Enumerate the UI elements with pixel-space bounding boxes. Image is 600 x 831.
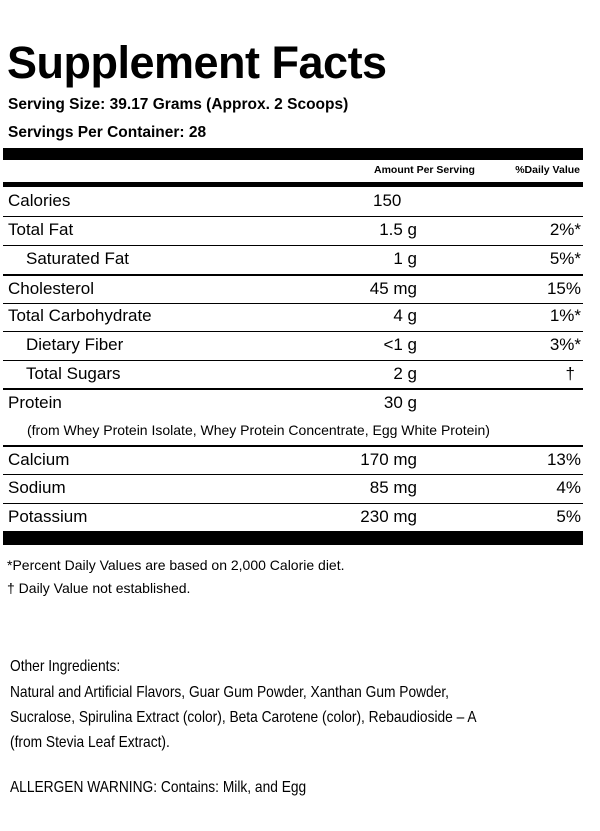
nutrient-row-total-carbohydrate (3, 302, 583, 331)
nutrient-row-sodium (3, 474, 583, 503)
nutrient-amount: 2 g (393, 364, 417, 383)
nutrient-name: Potassium (8, 507, 88, 526)
protein-source-note: (from Whey Protein Isolate, Whey Protein Concentrate, Egg White Protein) (27, 422, 490, 438)
ingredients-line: Natural and Artificial Flavors, Guar Gum Powder, Xanthan Gum Powder, (10, 684, 449, 701)
nutrient-dv: † (565, 364, 575, 383)
nutrient-dv: 3%* (549, 335, 581, 354)
servings-per-container: Servings Per Container: 28 (8, 124, 207, 141)
bottom-thick-bar (3, 531, 583, 545)
nutrient-dv: 2%* (549, 220, 581, 239)
top-thick-bar (3, 148, 583, 160)
nutrient-name: Calories (8, 191, 71, 210)
nutrient-amount: 150 (373, 191, 402, 210)
allergen-warning: ALLERGEN WARNING: Contains: Milk, and Egg (10, 779, 307, 796)
nutrient-name: Cholesterol (8, 279, 94, 298)
nutrient-amount: 4 g (393, 306, 417, 325)
nutrient-row-saturated-fat (3, 245, 583, 274)
nutrient-dv: 1%* (549, 306, 581, 325)
nutrient-amount: 85 mg (369, 478, 417, 497)
nutrient-name: Sodium (8, 478, 66, 497)
ingredients-line: Sucralose, Spirulina Extract (color), Beta Carotene (color), Rebaudioside – A (10, 709, 477, 726)
nutrient-amount: 30 g (383, 393, 417, 412)
nutrient-amount: <1 g (383, 335, 417, 354)
nutrient-amount: 1 g (393, 249, 417, 268)
nutrient-dv: 5%* (549, 249, 581, 268)
nutrient-name: Total Fat (8, 220, 74, 239)
nutrient-row-total-sugars (3, 360, 583, 389)
nutrient-amount: 170 mg (360, 450, 417, 469)
nutrient-name: Total Sugars (26, 364, 121, 383)
nutrient-row-total-fat (3, 216, 583, 245)
nutrient-row-cholesterol (3, 275, 583, 304)
nutrient-row-protein (3, 389, 583, 418)
daily-value-header: %Daily Value (515, 164, 580, 176)
ingredients-line: (from Stevia Leaf Extract). (10, 734, 170, 751)
nutrient-amount: 230 mg (360, 507, 417, 526)
footnote-dagger: † Daily Value not established. (7, 580, 191, 596)
ingredients-heading: Other Ingredients: (10, 658, 121, 675)
nutrient-amount: 45 mg (369, 279, 417, 298)
nutrient-dv: 15% (546, 279, 581, 298)
nutrient-dv: 4% (556, 478, 581, 497)
serving-size: Serving Size: 39.17 Grams (Approx. 2 Scoops) (8, 96, 349, 113)
page-title: Supplement Facts (7, 37, 387, 88)
nutrient-name: Dietary Fiber (26, 335, 124, 354)
nutrient-row-calcium (3, 446, 583, 475)
nutrient-row-potassium (3, 503, 583, 532)
nutrient-name: Total Carbohydrate (8, 306, 152, 325)
nutrient-name: Calcium (8, 450, 70, 469)
nutrient-dv: 5% (556, 507, 581, 526)
nutrient-name: Saturated Fat (26, 249, 130, 268)
nutrient-dv: 13% (546, 450, 581, 469)
amount-header: Amount Per Serving (374, 164, 475, 176)
footnote-percent: *Percent Daily Values are based on 2,000 Calorie diet. (7, 557, 345, 573)
nutrient-name: Protein (8, 393, 62, 412)
nutrient-row-calories (3, 187, 583, 216)
nutrient-row-dietary-fiber (3, 331, 583, 360)
nutrient-amount: 1.5 g (379, 220, 417, 239)
